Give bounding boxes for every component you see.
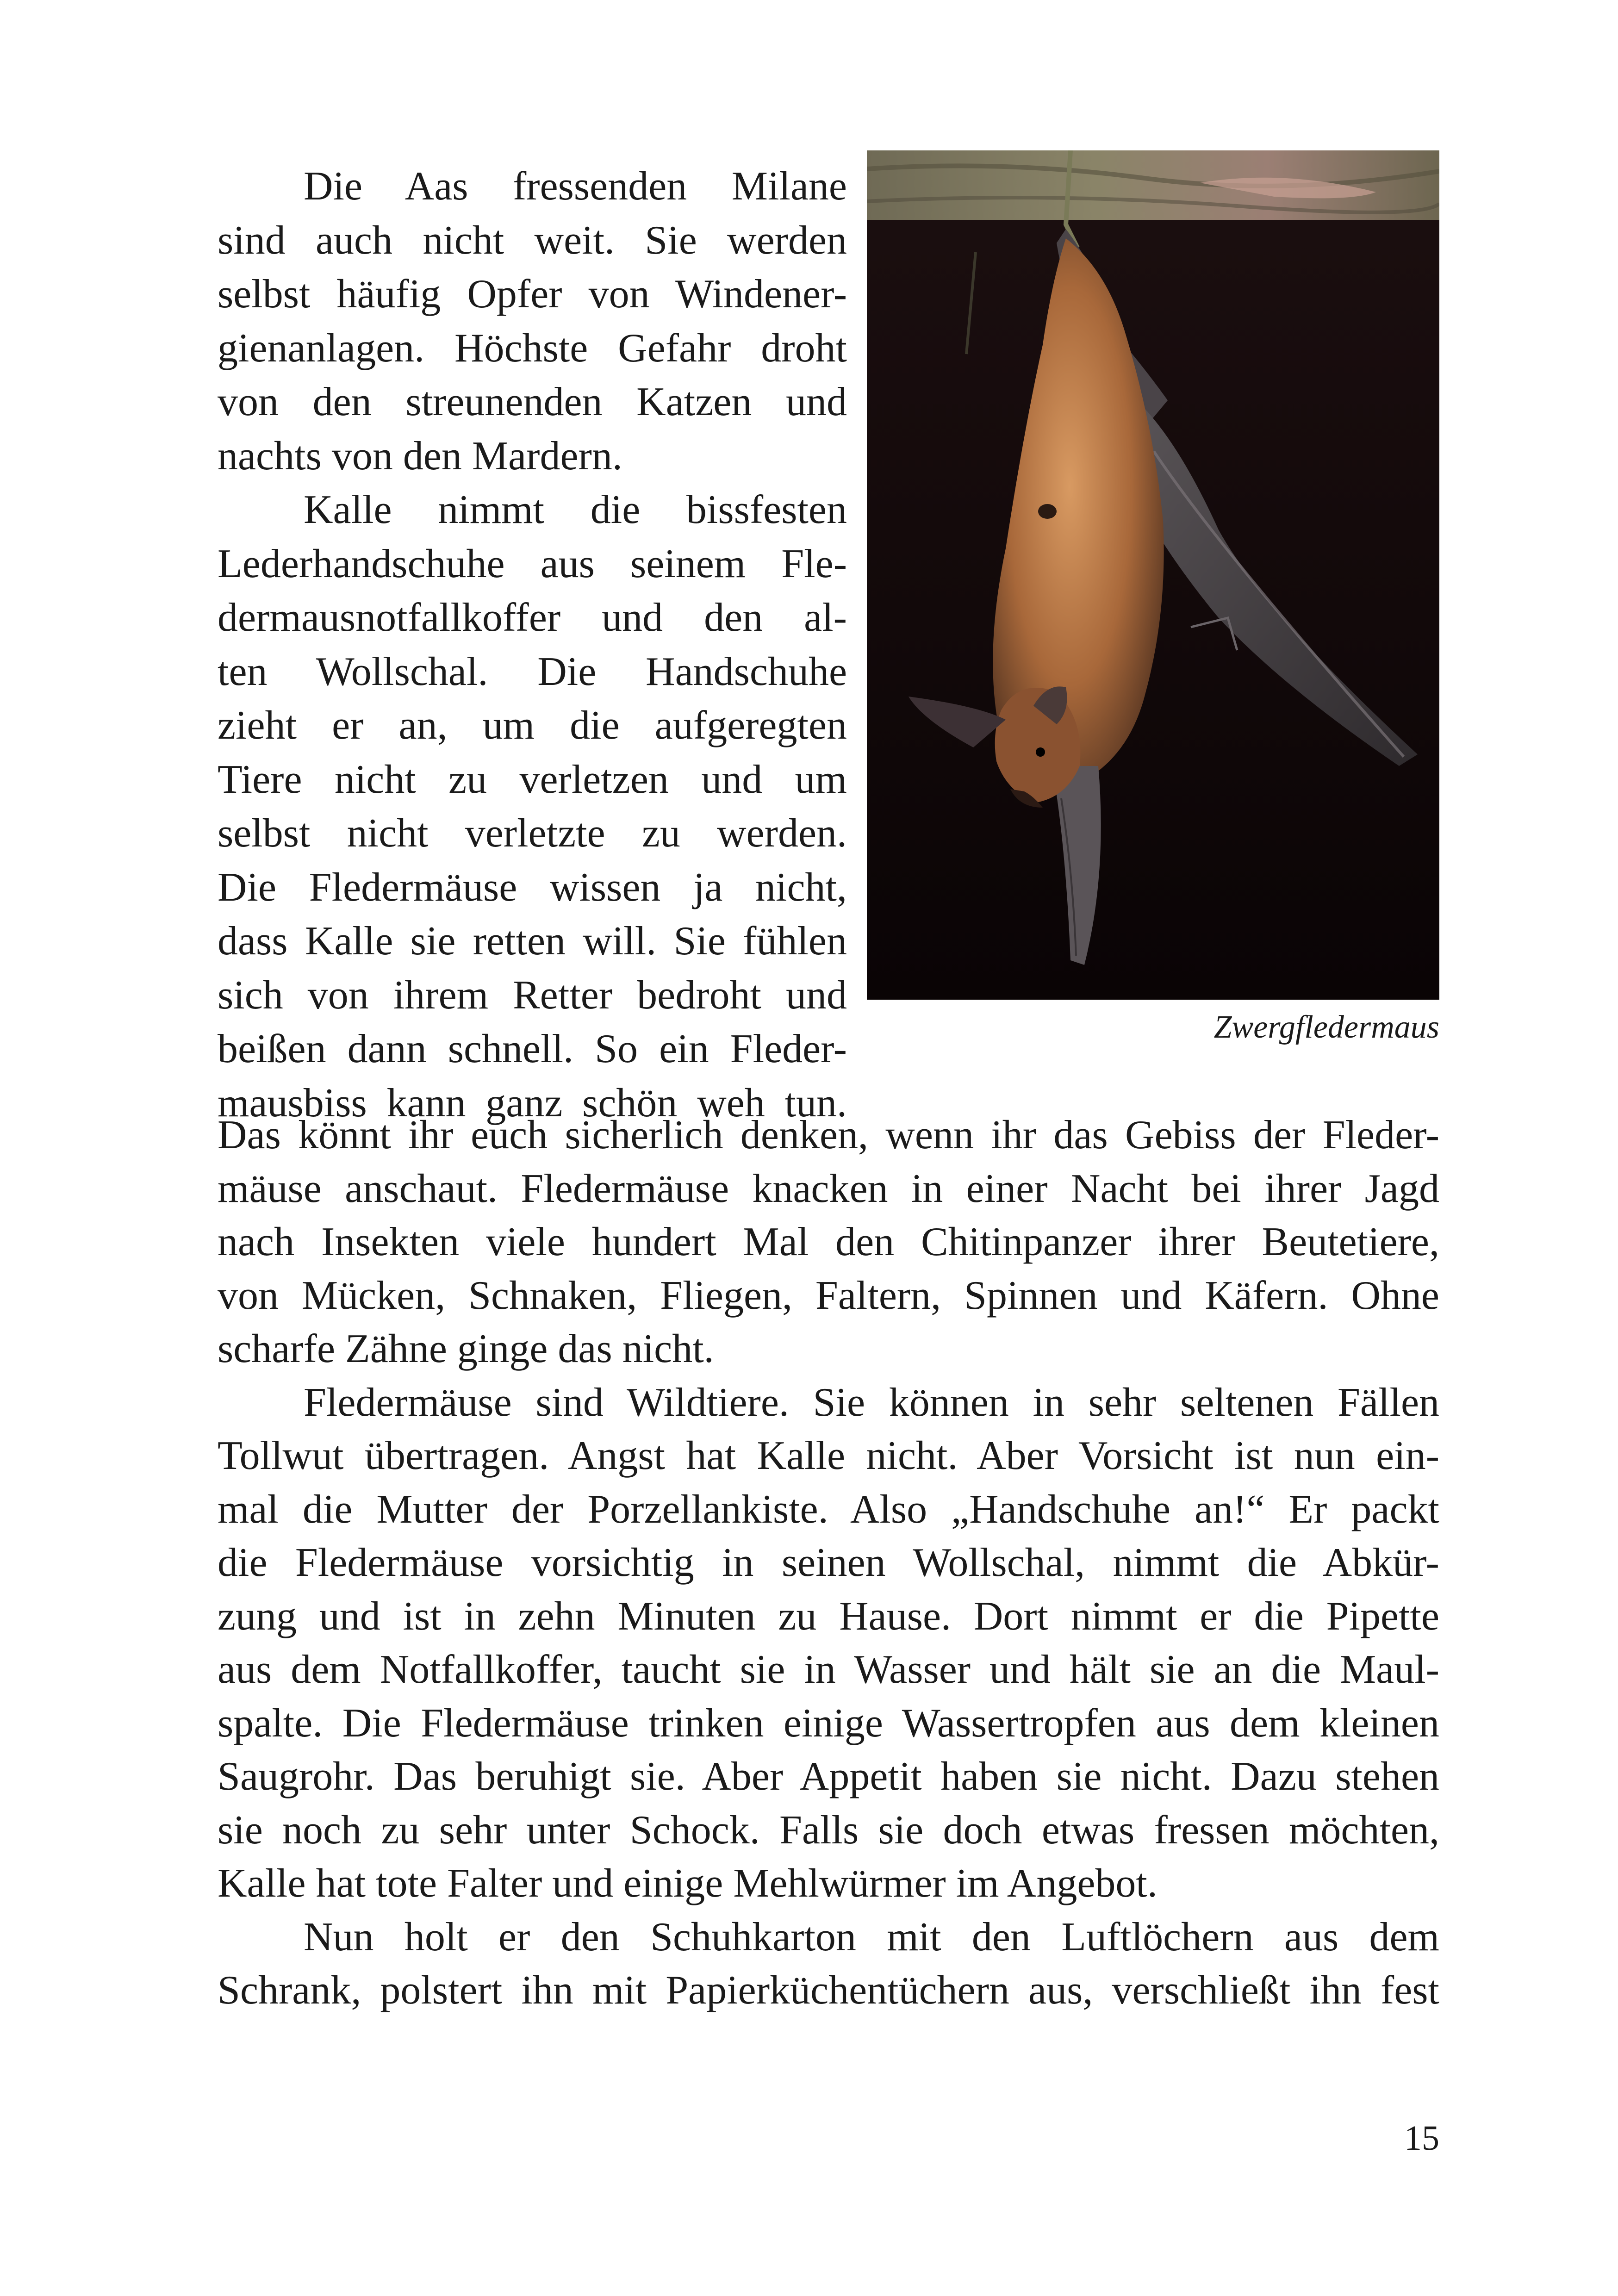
text-line: die Fledermäuse vorsichtig in seinen Wollschal, nimmt die Abkür- (218, 1540, 1439, 1585)
text-line: nachts von den Mardern. (218, 433, 622, 479)
text-line: Die Aas fressenden Milane (304, 164, 847, 209)
text-line: Kalle hat tote Falter und einige Mehlwürmer im Angebot. (218, 1861, 1157, 1906)
text-line: Tollwut übertragen. Angst hat Kalle nicht. Aber Vorsicht ist nun ein- (218, 1433, 1439, 1478)
text-line: sich von ihrem Retter bedroht und (218, 972, 847, 1018)
text-line: dermausnotfallkoffer und den al- (218, 595, 847, 640)
text-line: mausbiss kann ganz schön weh tun. (218, 1080, 847, 1126)
text-line: zung und ist in zehn Minuten zu Hause. Dort nimmt er die Pipette (218, 1593, 1439, 1639)
bat-illustration (867, 150, 1439, 1000)
text-line: sie noch zu sehr unter Schock. Falls sie doch etwas fressen möchten, (218, 1807, 1439, 1853)
text-line: gienanlagen. Höchste Gefahr droht (218, 325, 847, 371)
bat-photo (867, 150, 1439, 1000)
text-line: Kalle nimmt die bissfesten (304, 487, 847, 532)
page-number: 15 (1404, 2119, 1439, 2158)
text-line: Nun holt er den Schuhkarton mit den Luftlöchern aus dem (304, 1914, 1439, 1960)
text-line: beißen dann schnell. So ein Fleder- (218, 1027, 847, 1071)
text-line: von den streunenden Katzen und (218, 380, 847, 424)
text-line: Fledermäuse sind Wildtiere. Sie können in sehr seltenen Fällen (304, 1380, 1439, 1425)
text-line: Die Fledermäuse wissen ja nicht, (218, 865, 847, 910)
text-line: Lederhandschuhe aus seinem Fle- (218, 541, 847, 586)
figure-caption: Zwergfledermaus (1214, 1009, 1439, 1045)
text-line: ten Wollschal. Die Handschuhe (218, 649, 847, 694)
text-line: aus dem Notfallkoffer, taucht sie in Wasser und hält sie an die Maul- (218, 1647, 1439, 1692)
text-line: von Mücken, Schnaken, Fliegen, Faltern, Spinnen und Käfern. Ohne (218, 1273, 1439, 1318)
text-line: Schrank, polstert ihn mit Papierküchentüchern aus, verschließt ihn fest (218, 1968, 1439, 2013)
text-line: nach Insekten viele hundert Mal den Chitinpanzer ihrer Beutetiere, (218, 1220, 1439, 1264)
text-line: selbst häufig Opfer von Windener- (218, 272, 847, 317)
full-width-text (218, 1108, 1439, 2017)
text-line: sind auch nicht weit. Sie werden (218, 218, 847, 263)
text-line: zieht er an, um die aufgeregten (218, 703, 847, 748)
text-line: dass Kalle sie retten will. Sie fühlen (218, 919, 847, 964)
text-line: Tiere nicht zu verletzen und um (218, 757, 847, 802)
text-line: mäuse anschaut. Fledermäuse knacken in einer Nacht bei ihrer Jagd (218, 1166, 1439, 1211)
text-line: selbst nicht verletzte zu werden. (218, 811, 847, 856)
text-line: Saugrohr. Das beruhigt sie. Aber Appetit haben sie nicht. Dazu stehen (218, 1754, 1439, 1799)
text-line: Das könnt ihr euch sicherlich denken, wenn ihr das Gebiss der Fleder- (218, 1113, 1439, 1157)
text-line: scharfe Zähne ginge das nicht. (218, 1326, 714, 1371)
narrow-text-column (218, 160, 847, 1130)
text-line: spalte. Die Fledermäuse trinken einige Wassertropfen aus dem kleinen (218, 1700, 1439, 1746)
text-line: mal die Mutter der Porzellankiste. Also „Handschuhe an!“ Er packt (218, 1487, 1439, 1532)
